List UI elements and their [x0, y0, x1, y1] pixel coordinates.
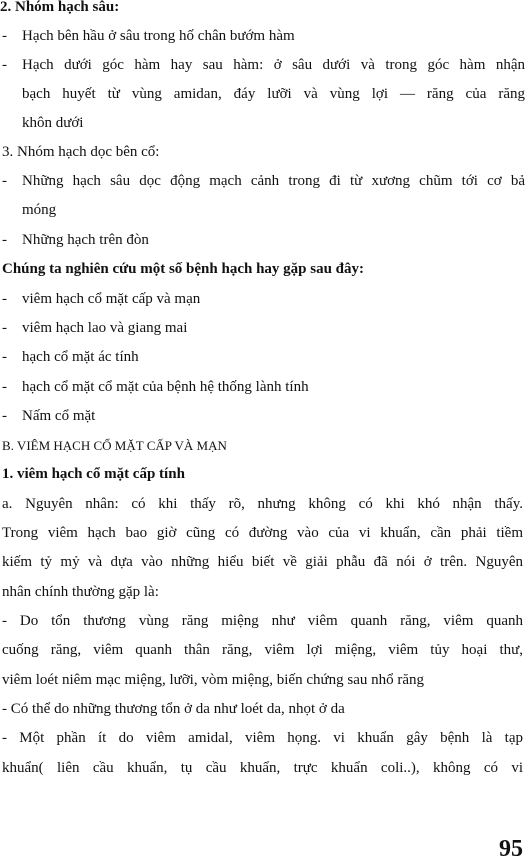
list-item-continuation: móng: [22, 202, 57, 218]
paragraph-text: a. Nguyên nhân: có khi thấy rõ, nhưng không có khi khó nhận thấy.: [2, 496, 523, 512]
list-item-text: Những hạch trên đòn: [22, 232, 149, 248]
section-heading-deep-nodes: [0, 0, 525, 17]
list-item-text: Những hạch sâu dọc động mạch cảnh trong đi từ xương chũm tới cơ bả: [22, 173, 525, 189]
bullet: -: [2, 291, 7, 307]
list-item-text: Nấm cổ mặt: [22, 408, 96, 424]
list-item-text: hạch cổ mặt cổ mặt của bệnh hệ thống lành tính: [22, 379, 309, 395]
heading-text: Chúng ta nghiên cứu một số bệnh hạch hay gặp sau đây:: [2, 261, 365, 277]
list-item-continuation: bạch huyết từ vùng amidan, đáy lưỡi và vùng lợi — răng của răng: [22, 86, 525, 102]
bullet: -: [2, 379, 7, 395]
paragraph-text: viêm loét niêm mạc miệng, lưỡi, vòm miệng, biến chứng sau nhổ răng: [2, 672, 425, 688]
paragraph-text: nhân chính thường gặp là:: [2, 584, 159, 600]
paragraph-text: - Một phần ít do viêm amidal, viêm họng. vi khuẩn gây bệnh là tạp: [2, 730, 523, 746]
heading-text: 3. Nhóm hạch dọc bên cổ:: [2, 144, 160, 160]
paragraph-text: kiếm tỷ mỷ và dựa vào những hiểu biết về giải phẫu đã nói ở trên. Nguyên: [2, 554, 523, 570]
bullet: -: [2, 28, 7, 44]
paragraph-text: - Có thể do những thương tổn ở da như loét da, nhọt ở da: [2, 701, 345, 717]
paragraph-text: - Do tổn thương vùng răng miệng như viêm quanh răng, viêm quanh: [2, 613, 523, 629]
paragraph-text: Trong viêm hạch bao giờ cũng có đường vào của vi khuẩn, cần phải tiềm: [2, 525, 523, 541]
paragraph-text: khuẩn( liên cầu khuẩn, tụ cầu khuẩn, trực khuẩn coli..), không có vi: [2, 760, 523, 776]
list-item-text: viêm hạch lao và giang mai: [22, 320, 188, 336]
heading-text: 1. viêm hạch cổ mặt cấp tính: [2, 466, 185, 482]
bullet: -: [2, 349, 7, 365]
section-title-text: B. VIÊM HẠCH CỔ MẶT CẤP VÀ MẠN: [2, 438, 227, 453]
bullet: -: [2, 232, 7, 248]
list-item-text: hạch cổ mặt ác tính: [22, 349, 139, 365]
bullet: -: [2, 408, 7, 424]
list-item-text: viêm hạch cổ mặt cấp và mạn: [22, 291, 201, 307]
list-item-text: Hạch dưới góc hàm hay sau hàm: ở sâu dưới và trong góc hàm nhận: [22, 57, 525, 73]
heading-text: 2. Nhóm hạch sâu:: [0, 0, 120, 15]
bullet: -: [2, 57, 7, 73]
list-item-continuation: khôn dưới: [22, 115, 84, 131]
bullet: -: [2, 320, 7, 336]
list-item-text: Hạch bên hầu ở sâu trong hố chân bướm hàm: [22, 28, 295, 44]
page-number: 95: [499, 836, 523, 862]
bullet: -: [2, 173, 7, 189]
paragraph-text: cuống răng, viêm quanh thân răng, viêm lợi miệng, viêm tủy hoại thư,: [2, 642, 523, 658]
